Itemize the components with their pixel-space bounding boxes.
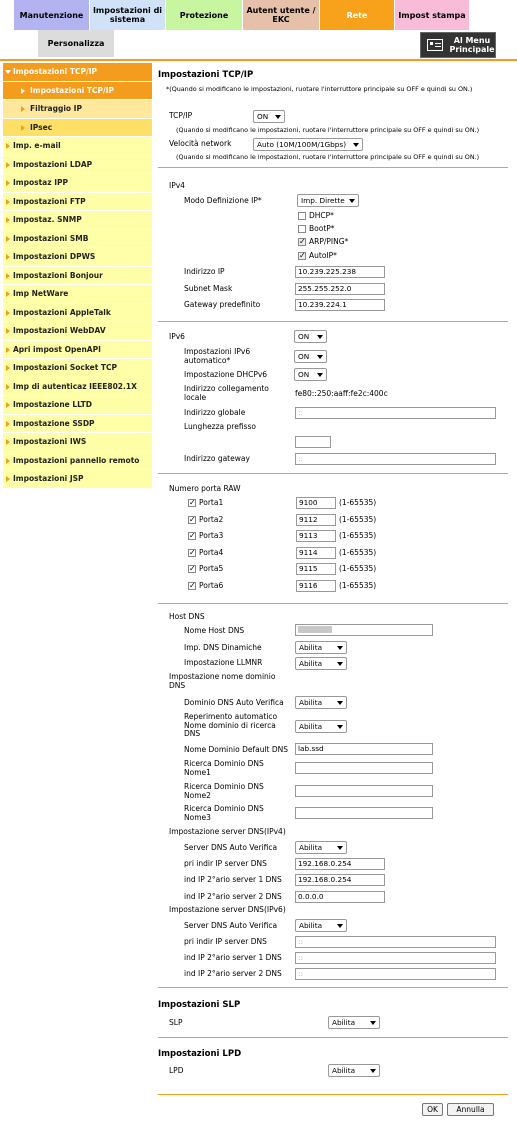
dns-search3-label: Ricerca Dominio DNS Nome3 — [184, 804, 264, 822]
sidebar-item-label: Impostazioni DPWS — [13, 252, 96, 262]
tcpip-note: (Quando si modificano le impostazioni, ruotare l'interruttore principale su OFF e quindi su ON.) — [176, 126, 480, 134]
lpd-select[interactable]: Abilita — [328, 1064, 380, 1077]
main-menu-button[interactable] — [420, 32, 496, 58]
raw-port-header: Numero porta RAW — [169, 484, 241, 493]
tab-impost-stampa[interactable] — [395, 0, 470, 30]
sidebar-item[interactable] — [3, 193, 152, 212]
redacted-hostname — [298, 626, 332, 633]
page-title: Impostazioni TCP/IP — [158, 70, 254, 80]
dns-v6-auto-select[interactable]: Abilita — [295, 919, 347, 932]
header-divider — [0, 59, 517, 61]
dns-v6-secondary1-label: ind IP 2°ario server 1 DNS — [184, 953, 282, 962]
dns-host-name-label: Nome Host DNS — [184, 626, 245, 635]
port-label: Porta6 — [199, 580, 224, 590]
dynamic-dns-label: Imp. DNS Dinamiche — [184, 643, 262, 652]
dns-auto-verify-label: Dominio DNS Auto Verifica — [184, 698, 284, 707]
sidebar-item[interactable] — [3, 452, 152, 471]
llmnr-label: Impostazione LLMNR — [184, 658, 263, 667]
tab-label: Personalizza — [47, 39, 105, 48]
dns-v6-secondary1-input[interactable]: :: — [295, 952, 496, 964]
llmnr-select[interactable]: Abilita — [295, 657, 347, 670]
port-input[interactable]: 9100 — [296, 497, 336, 509]
tab-impostazioni-sistema[interactable] — [90, 0, 166, 30]
sidebar-item-label: Impostazione LLTD — [13, 400, 93, 410]
dns-v4-secondary2-label: ind IP 2°ario server 2 DNS — [184, 892, 282, 901]
port-label: Porta1 — [199, 498, 224, 507]
dns-v6-primary-label: pri indir IP server DNS — [184, 937, 267, 946]
dns-search1-label: Ricerca Dominio DNS Nome1 — [184, 759, 264, 777]
dns-domain-header: Impostazione nome dominio DNS — [169, 672, 276, 690]
dns-v4-secondary2-input[interactable]: 0.0.0.0 — [295, 891, 385, 903]
dns-v6-secondary2-label: ind IP 2°ario server 2 DNS — [184, 969, 282, 978]
tab-label: Impost stampa — [398, 10, 466, 20]
sidebar-item[interactable] — [3, 119, 152, 138]
divider — [158, 603, 508, 604]
bootp-checkbox[interactable] — [298, 225, 306, 233]
port-input[interactable]: 9116 — [296, 580, 336, 592]
port-range: (1-65535) — [339, 498, 377, 507]
port-input[interactable]: 9114 — [296, 547, 336, 559]
port-input[interactable]: 9115 — [296, 563, 336, 575]
dns-auto-verify-select[interactable]: Abilita — [295, 696, 347, 709]
main-menu-label: Al Menu Principale — [449, 36, 495, 54]
sidebar-item-label: Imp NetWare — [13, 289, 69, 299]
ipv4-header: IPv4 — [169, 181, 185, 190]
sidebar-item[interactable] — [3, 63, 152, 82]
gateway-v6-label: Indirizzo gateway — [184, 454, 250, 463]
sidebar-item[interactable] — [3, 156, 152, 175]
sidebar-item-label: Impostazioni TCP/IP — [13, 67, 97, 77]
dhcp-label: DHCP* — [309, 211, 334, 220]
tab-label: Impostazioni di sistema — [92, 6, 163, 24]
sidebar-item-label: Impostazione SSDP — [13, 418, 95, 428]
dns-v4-primary-label: pri indir IP server DNS — [184, 859, 267, 868]
port-input[interactable]: 9113 — [296, 530, 336, 542]
dns-default-domain-input[interactable]: lab.ssd — [295, 743, 433, 755]
ip-address-label: Indirizzo IP — [184, 267, 225, 276]
sidebar-item[interactable] — [3, 396, 152, 415]
cancel-button[interactable]: Annulla — [447, 1103, 494, 1116]
sidebar-item[interactable] — [3, 359, 152, 378]
sidebar-item-label: Impostazioni WebDAV — [13, 326, 106, 336]
sidebar-item[interactable] — [3, 267, 152, 286]
dhcpv6-label: Impostazione DHCPv6 — [184, 370, 268, 379]
ipv6-select[interactable]: ON — [294, 330, 327, 343]
gateway-label: Gateway predefinito — [184, 300, 261, 309]
dns-v4-primary-input[interactable]: 192.168.0.254 — [295, 858, 385, 870]
sidebar-item-label: Impostazioni Bonjour — [13, 270, 103, 280]
tab-autent-utente[interactable] — [243, 0, 320, 30]
port-range: (1-65535) — [339, 564, 377, 573]
dns-search2-label: Ricerca Dominio DNS Nome2 — [184, 782, 264, 800]
sidebar-item[interactable] — [3, 174, 152, 193]
sidebar-item-label: Filtraggio IP — [30, 104, 82, 114]
divider — [158, 1037, 508, 1038]
ipv6-header: IPv6 — [169, 332, 185, 341]
sidebar-item-label: Impostazioni SMB — [13, 233, 89, 243]
tcpip-label: TCP/IP — [169, 111, 193, 120]
dns-search2-input[interactable] — [295, 785, 433, 797]
subnet-mask-input[interactable]: 255.255.252.0 — [295, 283, 385, 295]
port-checkbox[interactable] — [188, 532, 196, 540]
dns-v6-header: Impostazione server DNS(IPv6) — [169, 905, 286, 914]
port-checkbox[interactable] — [188, 499, 196, 507]
dns-v6-primary-input[interactable]: :: — [295, 936, 496, 948]
sidebar-item-label: Impostazioni IWS — [13, 437, 87, 447]
slp-label: SLP — [169, 1018, 183, 1027]
dhcp-checkbox[interactable] — [298, 212, 306, 220]
sidebar-item-label: IPsec — [30, 122, 53, 132]
dns-search-auto-select[interactable]: Abilita — [295, 720, 347, 733]
ip-address-input[interactable]: 10.239.225.238 — [295, 266, 385, 278]
prefix-length-input[interactable] — [295, 436, 331, 448]
port-input[interactable]: 9112 — [296, 514, 336, 526]
sidebar-item-label: Impostazioni AppleTalk — [13, 307, 111, 317]
tab-personalizza[interactable] — [38, 30, 114, 57]
sidebar-item[interactable] — [3, 248, 152, 267]
tab-rete[interactable] — [320, 0, 395, 30]
tab-label: Rete — [346, 10, 368, 20]
port-range: (1-65535) — [339, 580, 377, 590]
subnet-mask-label: Subnet Mask — [184, 284, 233, 293]
divider — [158, 321, 508, 322]
port-label: Porta2 — [199, 514, 224, 524]
link-local-value: fe80::250:aaff:fe2c:400c — [295, 389, 388, 398]
global-address-label: Indirizzo globale — [184, 408, 246, 417]
arp-checkbox — [298, 238, 306, 246]
dns-v4-auto-label: Server DNS Auto Verifica — [184, 843, 278, 852]
footer-divider — [158, 1094, 508, 1095]
dns-search-auto-label: Reperimento automatico Nome dominio di ricerca DNS — [184, 712, 278, 738]
sidebar-item-label: Imp di autenticaz IEEE802.1X — [13, 381, 137, 391]
top-note: *(Quando si modificano le impostazioni, ruotare l'interruttore principale su OFF e quindi su ON.) — [166, 85, 473, 93]
sidebar-item[interactable] — [3, 470, 152, 489]
sidebar-item-label: Impostazioni pannello remoto — [13, 455, 140, 465]
divider — [158, 167, 508, 168]
sidebar-item-label: Impostazioni TCP/IP — [30, 85, 114, 95]
dhcpv6-select[interactable]: ON — [294, 368, 327, 381]
dns-v4-secondary1-label: ind IP 2°ario server 1 DNS — [184, 875, 282, 884]
sidebar-item[interactable] — [3, 322, 152, 341]
dns-host-header: Host DNS — [169, 612, 205, 621]
dns-search3-input[interactable] — [295, 807, 433, 819]
speed-note: (Quando si modificano le impostazioni, ruotare l'interruttore principale su OFF e quindi su ON.) — [176, 153, 480, 161]
ipv6-auto-select[interactable]: ON — [294, 350, 327, 363]
gateway-input[interactable]: 10.239.224.1 — [295, 299, 385, 311]
sidebar-item[interactable] — [3, 341, 152, 360]
speed-label: Velocità network — [169, 139, 232, 148]
port-label: Porta4 — [199, 547, 224, 557]
port-label: Porta5 — [199, 564, 224, 573]
sidebar-item[interactable] — [3, 415, 152, 434]
sidebar-item[interactable] — [3, 82, 152, 101]
sidebar-item-label: Apri impost OpenAPI — [13, 344, 101, 354]
sidebar-item-label: Impostaz IPP — [13, 178, 68, 188]
tab-label: Manutenzione — [19, 10, 84, 20]
sidebar-item-label: Impostazioni Socket TCP — [13, 363, 118, 373]
prefix-length-label: Lunghezza prefisso — [184, 422, 256, 431]
dns-default-domain-label: Nome Dominio Default DNS — [184, 745, 289, 754]
sidebar-item-label: Impostazioni JSP — [13, 474, 84, 484]
sidebar-item[interactable] — [3, 378, 152, 397]
speed-select[interactable]: Auto (10M/100M/1Gbps) — [253, 138, 363, 151]
ip-mode-label: Modo Definizione IP* — [184, 196, 262, 205]
port-checkbox[interactable] — [188, 549, 196, 557]
dns-host-name-input[interactable] — [295, 624, 433, 636]
sidebar-item[interactable] — [3, 230, 152, 249]
ok-button[interactable]: OK — [422, 1103, 443, 1116]
bootp-label: BootP* — [309, 224, 335, 233]
sidebar-item[interactable] — [3, 137, 152, 156]
link-local-label: Indirizzo collegamento locale — [184, 384, 269, 402]
ip-mode-select[interactable]: Imp. Dirette — [297, 194, 359, 207]
slp-title: Impostazioni SLP — [158, 1000, 241, 1010]
tab-label: Protezione — [179, 10, 229, 20]
tcpip-select[interactable]: ON — [253, 110, 285, 123]
sidebar-item[interactable] — [3, 285, 152, 304]
sidebar-item[interactable] — [3, 100, 152, 119]
gateway-v6-input[interactable]: :: — [295, 453, 496, 465]
port-range: (1-65535) — [339, 514, 377, 524]
slp-select[interactable]: Abilita — [328, 1016, 380, 1029]
dns-v6-secondary2-input[interactable]: :: — [295, 968, 496, 980]
sidebar — [3, 63, 152, 489]
dns-v4-secondary1-input[interactable]: 192.168.0.254 — [295, 874, 385, 886]
sidebar-item[interactable] — [3, 211, 152, 230]
port-range: (1-65535) — [339, 547, 377, 557]
tab-label: Autent utente / EKC — [246, 6, 316, 24]
port-label: Porta3 — [199, 531, 224, 540]
dns-v6-auto-label: Server DNS Auto Verifica — [184, 921, 278, 930]
port-checkbox[interactable] — [188, 582, 196, 590]
global-address-input[interactable]: :: — [295, 407, 496, 419]
ipv6-auto-label: Impostazioni IPv6 automatico* — [184, 347, 251, 365]
menu-icon — [427, 39, 443, 51]
sidebar-item[interactable] — [3, 304, 152, 323]
sidebar-item-label: Impostazioni LDAP — [13, 159, 93, 169]
sidebar-item-label: Imp. e-mail — [13, 141, 61, 151]
tab-protezione[interactable] — [166, 0, 243, 30]
arp-label: ARP/PING* — [309, 237, 349, 246]
sidebar-item-label: Impostaz. SNMP — [13, 215, 82, 225]
dynamic-dns-select[interactable]: Abilita — [295, 641, 347, 654]
sidebar-item[interactable] — [3, 433, 152, 452]
dns-v4-header: Impostazione server DNS(IPv4) — [169, 827, 286, 836]
lpd-label: LPD — [169, 1066, 184, 1075]
autoip-checkbox — [298, 252, 306, 260]
divider — [158, 473, 508, 474]
port-range: (1-65535) — [339, 531, 377, 540]
port-checkbox[interactable] — [188, 565, 196, 573]
autoip-label: AutoIP* — [309, 251, 337, 260]
dns-search1-input[interactable] — [295, 762, 433, 774]
divider — [158, 987, 508, 988]
port-checkbox[interactable] — [188, 516, 196, 524]
tab-manutenzione[interactable] — [14, 0, 90, 30]
dns-v4-auto-select[interactable]: Abilita — [295, 841, 347, 854]
lpd-title: Impostazioni LPD — [158, 1049, 242, 1059]
sidebar-item-label: Impostazioni FTP — [13, 196, 86, 206]
